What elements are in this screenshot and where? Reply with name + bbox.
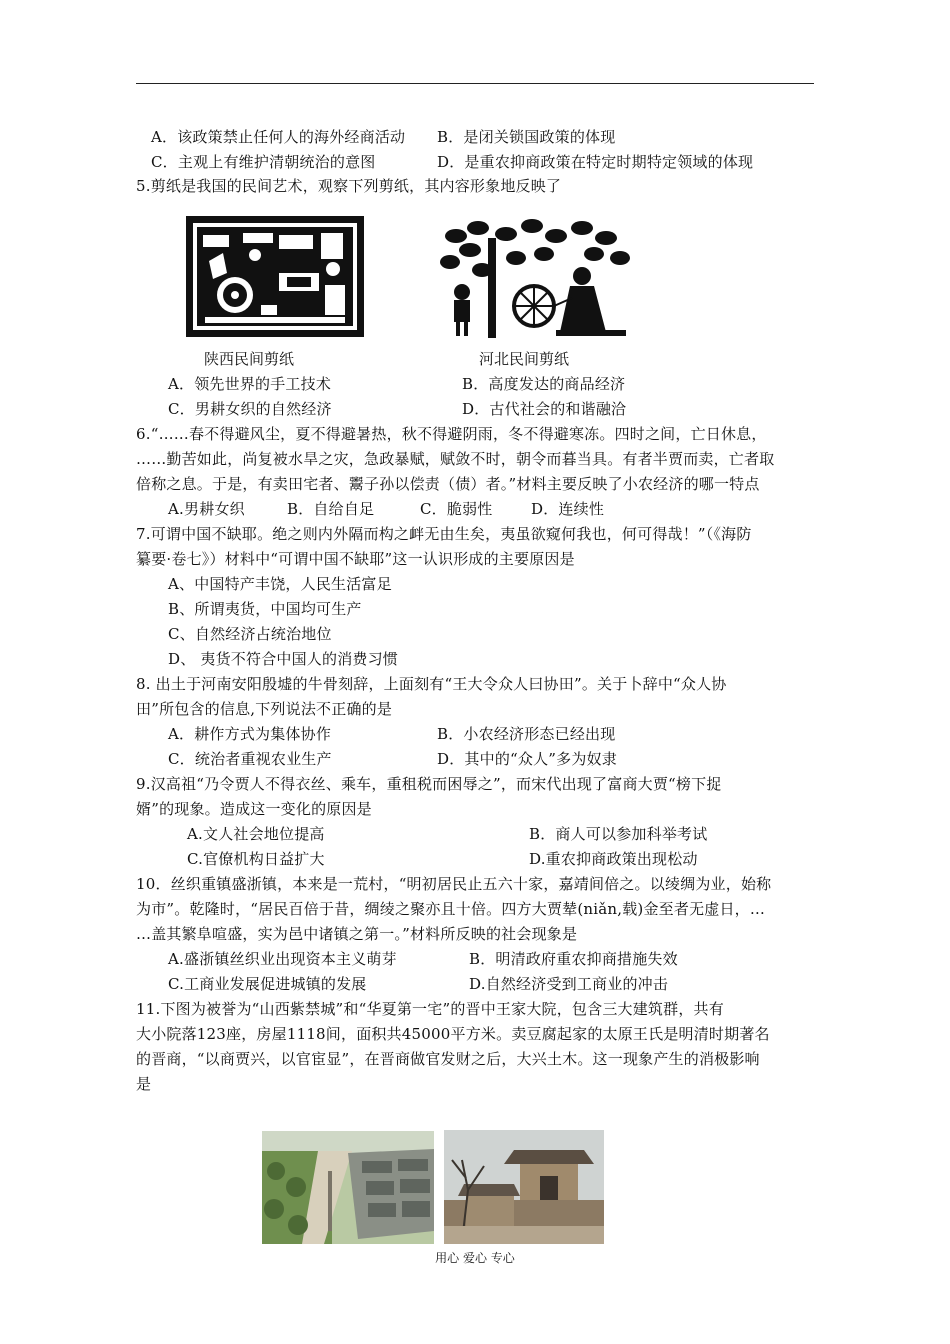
q5-option-d: D．古代社会的和谐融洽	[462, 400, 627, 418]
q8-stem-line2: 田”所包含的信息,下列说法不正确的是	[136, 700, 393, 718]
q11-stem-line1: 11.下图为被誉为“山西紫禁城”和“华夏第一宅”的晋中王家大院，包含三大建筑群，共有	[136, 1000, 724, 1018]
q5-option-c: C．男耕女织的自然经济	[168, 400, 332, 418]
q9-option-b: B．商人可以参加科举考试	[529, 825, 708, 843]
q10-stem-line2: 为市”。乾隆时，“居民百倍于昔，绸绫之聚亦且十倍。四方大贾辇(niǎn,载)金至者无虚日，…	[136, 900, 766, 918]
q6-stem-line3: 倍称之息。于是，有卖田宅者、鬻子孙以偿责（债）者。”材料主要反映了小农经济的哪一特点	[136, 475, 760, 493]
q9-stem-line2: 婿”的现象。造成这一变化的原因是	[136, 800, 372, 818]
q6-option-b: B．自给自足	[287, 500, 375, 518]
q7-stem-line2: 纂要·卷七》）材料中“可谓中国不缺耶”这一认识形成的主要原因是	[136, 550, 575, 568]
q10-stem-line1: 10．丝织重镇盛浙镇，本来是一荒村，“明初居民止五六十家，嘉靖间倍之。以绫绸为业，始称	[136, 875, 772, 893]
q4-option-b: B．是闭关锁国政策的体现	[437, 128, 616, 146]
q6-option-c: C．脆弱性	[420, 500, 493, 518]
wang-family-compound-gate-photo	[444, 1130, 604, 1244]
q7-option-d: D、 夷货不符合中国人的消费习惯	[168, 650, 398, 668]
q10-option-a: A.盛浙镇丝织业出现资本主义萌芽	[168, 950, 397, 968]
q10-option-c: C.工商业发展促进城镇的发展	[168, 975, 367, 993]
q11-stem-line3: 的晋商，“以商贾兴，以官宦显”，在晋商做官发财之后，大兴土木。这一现象产生的消极影响	[136, 1050, 760, 1068]
q7-option-a: A、中国特产丰饶，人民生活富足	[168, 575, 392, 593]
q9-option-a: A.文人社会地位提高	[187, 825, 325, 843]
q9-option-c: C.官僚机构日益扩大	[187, 850, 325, 868]
q8-option-a: A．耕作方式为集体协作	[168, 725, 332, 743]
q8-option-b: B．小农经济形态已经出现	[437, 725, 616, 743]
q5-caption-shaanxi: 陕西民间剪纸	[204, 350, 295, 368]
page-footer: 用心 爱心 专心	[435, 1251, 515, 1265]
q7-option-b: B、所谓夷货，中国均可生产	[168, 600, 362, 618]
q5-stem: 5.剪纸是我国的民间艺术，观察下列剪纸，其内容形象地反映了	[136, 177, 562, 195]
q4-option-a: A．该政策禁止任何人的海外经商活动	[151, 128, 406, 146]
hebei-papercut-image	[436, 214, 632, 342]
q5-caption-hebei: 河北民间剪纸	[479, 350, 570, 368]
q9-stem-line1: 9.汉高祖“乃令贾人不得衣丝、乘车，重租税而困辱之”，而宋代出现了富商大贾“榜下捉	[136, 775, 722, 793]
q4-option-d: D．是重农抑商政策在特定时期特定领域的体现	[437, 153, 754, 171]
q11-stem-line4: 是	[136, 1075, 152, 1093]
q5-option-a: A．领先世界的手工技术	[168, 375, 332, 393]
header-rule	[136, 83, 814, 84]
q10-option-d: D.自然经济受到工商业的冲击	[469, 975, 669, 993]
q7-stem-line1: 7.可谓中国不缺耶。绝之则内外隔而构之衅无由生矣，夷虽欲窥何我也，何可得哉！”（《海防	[136, 525, 752, 543]
q10-stem-line3: …盖其繁阜喧盛，实为邑中诸镇之第一。”材料所反映的社会现象是	[136, 925, 578, 943]
q6-stem-line1: 6.“……春不得避风尘，夏不得避暑热，秋不得避阴雨，冬不得避寒冻。四时之间，亡日休息，	[136, 425, 767, 443]
q8-option-d: D．其中的“众人”多为奴隶	[437, 750, 617, 768]
q6-option-d: D．连续性	[531, 500, 605, 518]
q6-option-a: A.男耕女织	[168, 500, 245, 518]
q8-stem-line1: 8. 出土于河南安阳殷墟的牛骨刻辞，上面刻有“王大令众人曰协田”。关于卜辞中“众人协	[136, 675, 727, 693]
q8-option-c: C．统治者重视农业生产	[168, 750, 332, 768]
q11-stem-line2: 大小院落123座，房屋1118间，面积共45000平方米。卖豆腐起家的太原王氏是明清时期著名	[136, 1025, 770, 1043]
q7-option-c: C、自然经济占统治地位	[168, 625, 332, 643]
shaanxi-papercut-image	[183, 213, 367, 340]
q4-option-c: C．主观上有维护清朝统治的意图	[151, 153, 376, 171]
q9-option-d: D.重农抑商政策出现松动	[529, 850, 698, 868]
wang-family-compound-aerial-photo	[262, 1131, 434, 1244]
q6-stem-line2: ……勤苦如此，尚复被水旱之灾，急政暴赋，赋敛不时，朝令而暮当具。有者半贾而卖，亡者取	[136, 450, 775, 468]
q10-option-b: B．明清政府重农抑商措施失效	[469, 950, 678, 968]
q5-option-b: B．高度发达的商品经济	[462, 375, 626, 393]
